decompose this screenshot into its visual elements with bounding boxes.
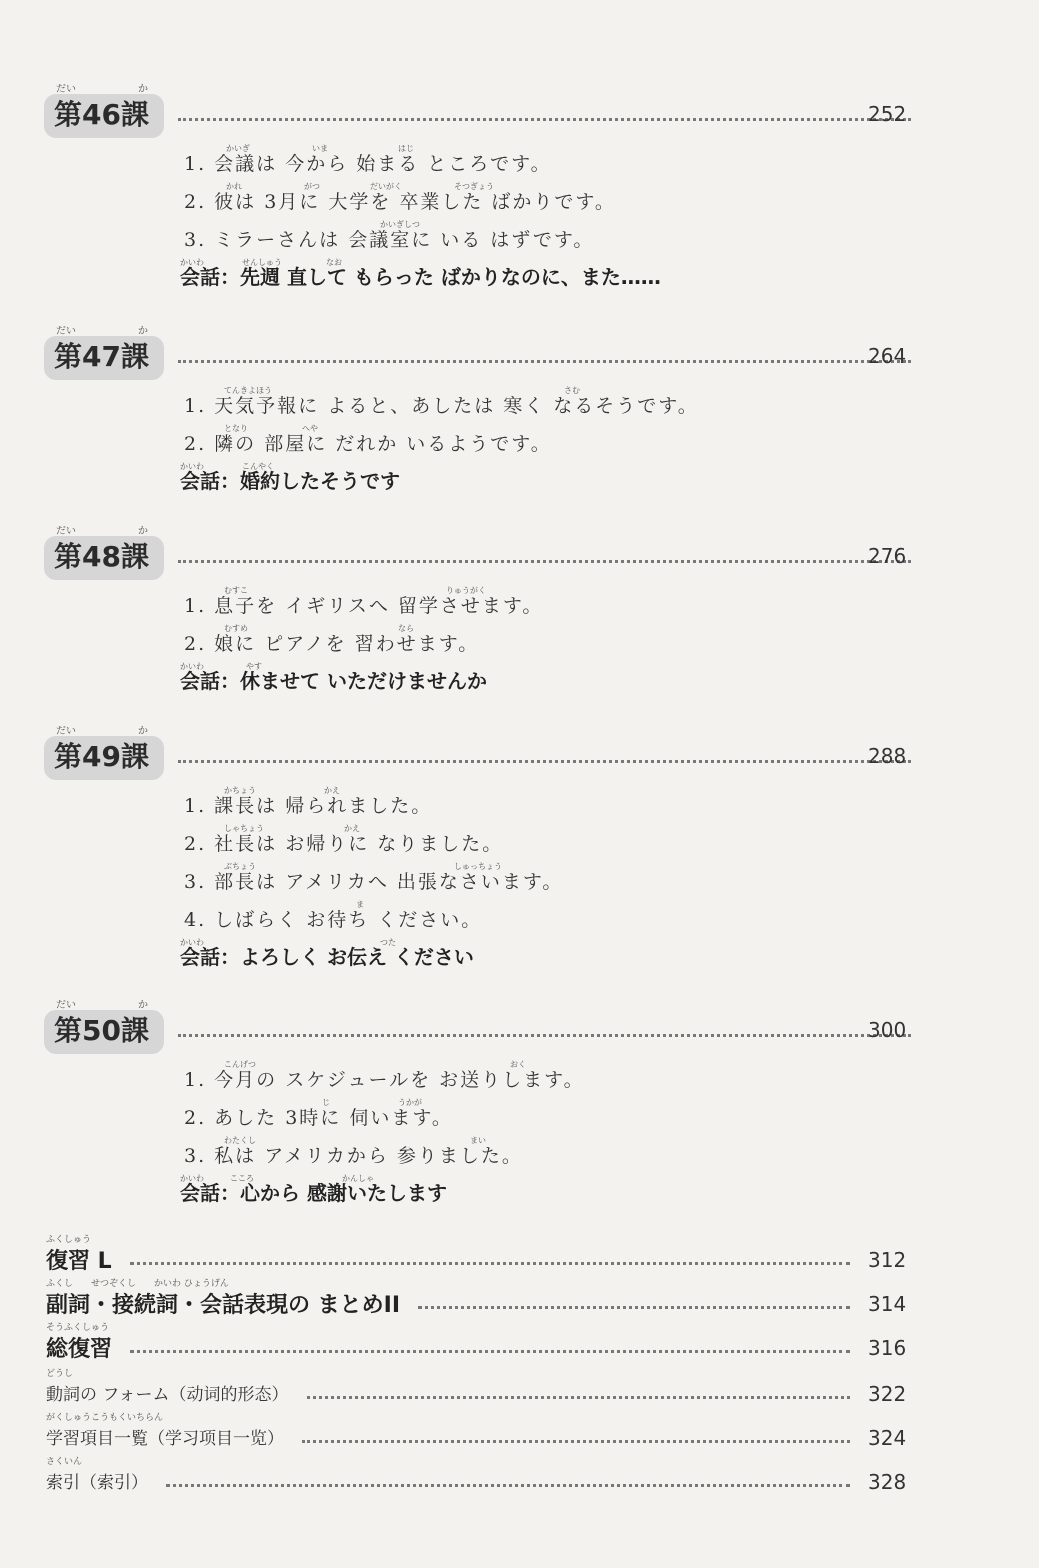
lesson-ruby-ka: か bbox=[138, 526, 148, 537]
dot-leader bbox=[302, 1440, 850, 1443]
furigana: せんしゅう bbox=[242, 258, 282, 267]
example-text: 3. ミラーさんは 会議室に いる はずです。 bbox=[184, 229, 595, 251]
dot-leader bbox=[307, 1396, 850, 1399]
page-number: 328 bbox=[868, 1470, 907, 1494]
lesson-ruby-dai: だい bbox=[56, 1000, 76, 1011]
furigana: かいぎしつ bbox=[380, 220, 420, 229]
furigana: がくしゅうこうもくいちらん bbox=[46, 1413, 164, 1423]
furigana: そつぎょう bbox=[454, 182, 494, 191]
example-sentence bbox=[184, 862, 564, 894]
example-sentence bbox=[184, 424, 552, 456]
conversation-title bbox=[180, 662, 487, 694]
conversation-text: 会話：心から 感謝いたします bbox=[180, 1181, 447, 1205]
furigana: かいぎ bbox=[226, 144, 250, 153]
furigana: ふくしゅう bbox=[46, 1235, 92, 1245]
page-number: 288 bbox=[868, 744, 907, 768]
furigana: がつ bbox=[304, 182, 320, 191]
lesson-title: 第47課 bbox=[54, 340, 149, 373]
conversation-title bbox=[180, 938, 474, 970]
furigana: さくいん bbox=[46, 1457, 83, 1467]
lesson-title: 第50課 bbox=[54, 1014, 149, 1047]
dot-leader bbox=[166, 1484, 850, 1487]
lesson-ruby-dai: だい bbox=[56, 726, 76, 737]
dot-leader bbox=[130, 1262, 850, 1265]
dot-leader bbox=[178, 760, 911, 763]
conversation-text: 会話：先週 直して もらった ばかりなのに、また…… bbox=[180, 265, 661, 289]
lesson-ruby-ka: か bbox=[138, 84, 148, 95]
furigana: かいわ bbox=[180, 938, 204, 947]
page-number: 264 bbox=[868, 344, 907, 368]
furigana: かえ bbox=[324, 786, 340, 795]
furigana: こころ bbox=[230, 1174, 254, 1183]
lesson-ruby-dai: だい bbox=[56, 84, 76, 95]
conversation-text: 会話：よろしく お伝え ください bbox=[180, 945, 474, 969]
example-sentence bbox=[184, 786, 433, 818]
example-sentence bbox=[184, 1136, 523, 1168]
example-text: 2. 娘に ピアノを 習わせます。 bbox=[184, 633, 480, 655]
furigana: むすこ bbox=[224, 586, 248, 595]
dot-leader bbox=[178, 118, 911, 121]
dot-leader bbox=[178, 360, 911, 363]
furigana: まい bbox=[470, 1136, 486, 1145]
example-text: 1. 天気予報に よると、あしたは 寒く なるそうです。 bbox=[184, 395, 699, 417]
furigana: かんしゃ bbox=[342, 1174, 374, 1183]
page-number: 312 bbox=[868, 1248, 907, 1272]
example-text: 1. 課長は 帰られました。 bbox=[184, 795, 433, 817]
furigana: こんげつ bbox=[224, 1060, 256, 1069]
lesson-ruby-dai: だい bbox=[56, 326, 76, 337]
furigana: つた bbox=[380, 938, 396, 947]
furigana: なら bbox=[398, 624, 414, 633]
lesson-title: 第48課 bbox=[54, 540, 149, 573]
page-number: 324 bbox=[868, 1426, 907, 1450]
lesson-ruby-dai: だい bbox=[56, 526, 76, 537]
example-sentence bbox=[184, 586, 544, 618]
furigana: わたくし bbox=[224, 1136, 256, 1145]
furigana: なお bbox=[326, 258, 342, 267]
example-text: 1. 会議は 今から 始まる ところです。 bbox=[184, 153, 552, 175]
furigana: いま bbox=[312, 144, 328, 153]
example-sentence bbox=[184, 220, 595, 252]
furigana: ま bbox=[356, 900, 364, 909]
example-sentence bbox=[184, 900, 483, 932]
furigana: かいわ bbox=[180, 662, 204, 671]
example-text: 2. 社長は お帰りに なりました。 bbox=[184, 833, 504, 855]
furigana: かれ bbox=[226, 182, 242, 191]
lesson-title: 第49課 bbox=[54, 740, 149, 773]
page-number: 252 bbox=[868, 102, 907, 126]
furigana: かちょう bbox=[224, 786, 256, 795]
furigana: しゃちょう bbox=[224, 824, 264, 833]
appendix-title: 動詞の フォーム（动词的形态） bbox=[46, 1385, 289, 1405]
furigana: しゅっちょう bbox=[454, 862, 502, 871]
furigana: むすめ bbox=[224, 624, 248, 633]
furigana: やす bbox=[246, 662, 262, 671]
example-text: 1. 今月の スケジュールを お送りします。 bbox=[184, 1069, 585, 1091]
appendix-title: 副詞・接続詞・会話表現の まとめII bbox=[46, 1293, 401, 1318]
example-text: 4. しばらく お待ち ください。 bbox=[184, 909, 483, 931]
furigana: かいわ bbox=[180, 462, 204, 471]
conversation-title bbox=[180, 462, 400, 494]
furigana: となり bbox=[224, 424, 248, 433]
page-number: 322 bbox=[868, 1382, 907, 1406]
conversation-title bbox=[180, 1174, 447, 1206]
furigana: かいわ bbox=[180, 1174, 204, 1183]
appendix-title: 総復習 bbox=[46, 1337, 113, 1362]
dot-leader bbox=[130, 1350, 850, 1353]
furigana: そうふくしゅう bbox=[46, 1323, 110, 1333]
appendix-title: 学習項目一覧（学习项目一览） bbox=[46, 1429, 284, 1449]
appendix-title: 索引（索引） bbox=[46, 1473, 148, 1493]
furigana: はじ bbox=[398, 144, 414, 153]
example-text: 3. 部長は アメリカへ 出張なさいます。 bbox=[184, 871, 564, 893]
furigana: おく bbox=[510, 1060, 526, 1069]
furigana: どうし bbox=[46, 1369, 74, 1379]
example-text: 2. あした 3時に 伺います。 bbox=[184, 1107, 453, 1129]
page-number: 314 bbox=[868, 1292, 907, 1316]
furigana: ぶちょう bbox=[224, 862, 256, 871]
example-sentence bbox=[184, 624, 480, 656]
lesson-title: 第46課 bbox=[54, 98, 149, 131]
furigana: うかが bbox=[398, 1098, 422, 1107]
furigana: かえ bbox=[344, 824, 360, 833]
furigana: じ bbox=[322, 1098, 330, 1107]
furigana: ふくし せつぞくし かいわ ひょうげん bbox=[46, 1279, 229, 1289]
appendix-title: 復習 L bbox=[46, 1249, 112, 1274]
furigana: さむ bbox=[564, 386, 580, 395]
example-sentence bbox=[184, 144, 552, 176]
dot-leader bbox=[418, 1306, 850, 1309]
furigana: こんやく bbox=[242, 462, 274, 471]
example-sentence bbox=[184, 1060, 585, 1092]
conversation-text: 会話：婚約したそうです bbox=[180, 469, 400, 493]
conversation-title bbox=[180, 258, 661, 290]
furigana: だいがく bbox=[370, 182, 402, 191]
lesson-ruby-ka: か bbox=[138, 726, 148, 737]
dot-leader bbox=[178, 560, 911, 563]
example-text: 2. 隣の 部屋に だれか いるようです。 bbox=[184, 433, 552, 455]
example-text: 1. 息子を イギリスへ 留学させます。 bbox=[184, 595, 544, 617]
example-sentence bbox=[184, 386, 699, 418]
page-number: 276 bbox=[868, 544, 907, 568]
example-sentence bbox=[184, 824, 504, 856]
page-number: 300 bbox=[868, 1018, 907, 1042]
lesson-ruby-ka: か bbox=[138, 326, 148, 337]
furigana: りゅうがく bbox=[446, 586, 486, 595]
example-text: 2. 彼は 3月に 大学を 卒業した ばかりです。 bbox=[184, 191, 616, 213]
dot-leader bbox=[178, 1034, 911, 1037]
example-text: 3. 私は アメリカから 参りました。 bbox=[184, 1145, 523, 1167]
lesson-ruby-ka: か bbox=[138, 1000, 148, 1011]
page-number: 316 bbox=[868, 1336, 907, 1360]
example-sentence bbox=[184, 1098, 453, 1130]
furigana: かいわ bbox=[180, 258, 204, 267]
example-sentence bbox=[184, 182, 616, 214]
furigana: へや bbox=[302, 424, 318, 433]
conversation-text: 会話：休ませて いただけませんか bbox=[180, 669, 487, 693]
furigana: てんきよほう bbox=[224, 386, 272, 395]
